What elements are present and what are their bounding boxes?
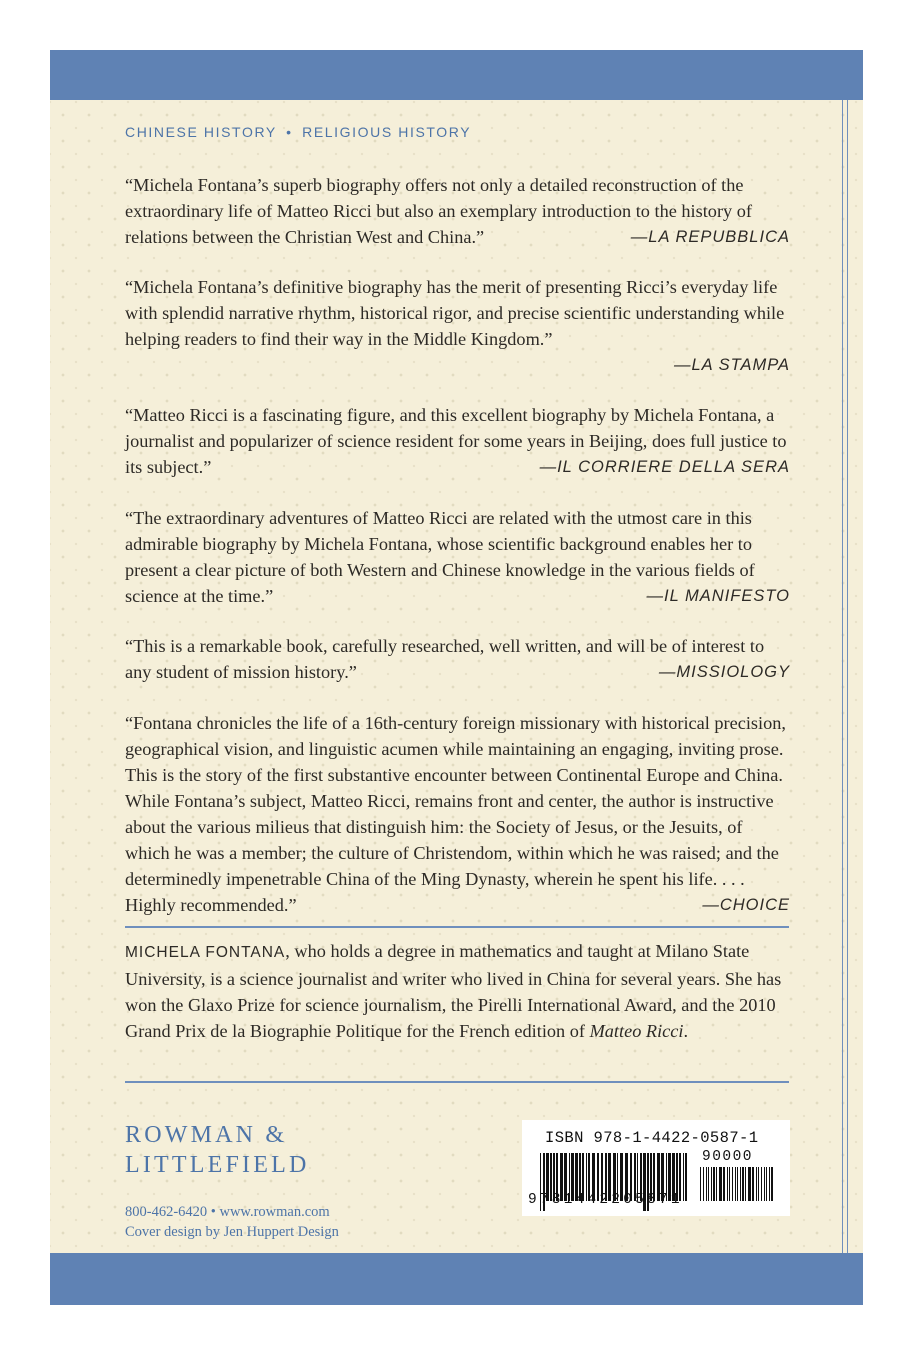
barcode-bar	[723, 1167, 725, 1201]
barcode-bar	[683, 1153, 684, 1201]
category-chinese-history: CHINESE HISTORY	[125, 124, 277, 140]
publisher-logo-line1: ROWMAN &	[125, 1122, 288, 1148]
barcode-bar	[756, 1167, 757, 1201]
quote-source: —IL CORRIERE DELLA SERA	[539, 458, 790, 476]
border-line	[847, 100, 848, 1253]
publisher-logo-line2: LITTLEFIELD	[125, 1152, 310, 1178]
barcode-bar	[719, 1167, 722, 1201]
quote-text: “Michela Fontana’s superb biography offers not only a detailed reconstruction of the extraordinary life of Matteo Ricci but also an exemplary introduction to the history of relations between the Christian West and China.”	[125, 175, 752, 247]
quote-source: —IL MANIFESTO	[646, 587, 790, 605]
author-name: MICHELA FONTANA	[125, 944, 286, 961]
publisher-contact: 800-462-6420 • www.rowman.com	[125, 1204, 330, 1220]
quote-corriere	[125, 402, 790, 480]
barcode-bar	[735, 1167, 736, 1201]
border-line	[842, 100, 843, 1253]
category-label	[125, 124, 471, 140]
quote-text: “This is a remarkable book, carefully researched, well written, and will be of interest to any student of mission history.”	[125, 636, 765, 682]
category-religious-history: RELIGIOUS HISTORY	[302, 124, 472, 140]
isbn-text: ISBN 978-1-4422-0587-1	[545, 1129, 759, 1147]
barcode-bar	[752, 1167, 754, 1201]
quote-missiology	[125, 633, 790, 685]
quote-source: —CHOICE	[702, 896, 790, 914]
barcode-bar	[703, 1167, 704, 1201]
barcode-bar	[745, 1167, 746, 1201]
barcode-bar	[737, 1167, 738, 1201]
quote-text: “Fontana chronicles the life of a 16th-century foreign missionary with historical precision, geographical vision, and linguistic acumen while maintaining an engaging, inviting prose. This is the story of the first substantive encounter between Continental Europe and China. While Fontana’s subject, Matteo Ricci, remains front and center, the author is instructive about the various milieus that distinguish him: the Society of Jesus, or the Jesuits, of which he was a member; the culture of Christendom, within which he was raised; and the determinedly impenetrable China of the Ming Dynasty, wherein he spent his life. . . . Highly recommended.”	[125, 713, 786, 915]
bio-text: , who holds a degree in mathematics and taught at Milano State University, is a science journalist and writer who lived in China for several years. She has won the Glaxo Prize for science journalism, the Pirelli International Award, and the 2010 Grand Prix de la Biographie Politique for the French edition of	[125, 941, 782, 1041]
barcode-bar	[716, 1167, 717, 1201]
barcode-bar	[732, 1167, 733, 1201]
top-band	[50, 50, 863, 100]
barcode-bar	[700, 1167, 701, 1201]
quote-la-stampa	[125, 274, 790, 378]
barcode-bar	[740, 1167, 741, 1201]
ean-digits: 9781442205871	[528, 1192, 683, 1208]
barcode-bar	[766, 1167, 767, 1201]
bottom-band	[50, 1253, 863, 1305]
price-code: 90000	[702, 1149, 754, 1165]
divider-rule	[125, 1081, 789, 1083]
barcode	[522, 1120, 790, 1216]
barcode-bar	[708, 1167, 709, 1201]
book-title: Matteo Ricci	[589, 1021, 684, 1041]
barcode-bar	[742, 1167, 744, 1201]
quote-text: “Michela Fontana’s definitive biography has the merit of presenting Ricci’s everyday life with splendid narrative rhythm, historical rigor, and precise scientific understanding while helping readers to find their way in the Middle Kingdom.”	[125, 277, 785, 349]
quote-source: —MISSIOLOGY	[658, 663, 790, 681]
barcode-bar	[727, 1167, 728, 1201]
divider-rule	[125, 926, 789, 928]
quote-text: “The extraordinary adventures of Matteo Ricci are related with the utmost care in this admirable biography by Michela Fontana, whose scientific background enables her to present a clear picture of both Western and Chinese knowledge in the various fields of science at the time.”	[125, 508, 755, 606]
back-cover	[50, 50, 863, 1305]
quote-text: “Matteo Ricci is a fascinating figure, and this excellent biography by Michela Fontana, a journalist and popularizer of science resident for some years in Beijing, does full justice to its subject.”	[125, 405, 787, 477]
barcode-bar	[771, 1167, 773, 1201]
quote-source: —LA REPUBBLICA	[630, 228, 790, 246]
barcode-bar	[769, 1167, 770, 1201]
barcode-bar	[761, 1167, 762, 1201]
quote-il-manifesto	[125, 505, 790, 609]
bio-end: .	[683, 1021, 689, 1041]
publisher-block	[125, 1120, 339, 1242]
quote-la-repubblica	[125, 172, 790, 250]
quote-source: —LA STAMPA	[673, 356, 790, 374]
barcode-bar	[685, 1153, 687, 1201]
addon-bars	[700, 1167, 774, 1211]
barcode-bar	[713, 1167, 715, 1201]
barcode-bar	[706, 1167, 707, 1201]
quote-choice	[125, 710, 790, 918]
barcode-bar	[711, 1167, 712, 1201]
cover-credit: Cover design by Jen Huppert Design	[125, 1224, 339, 1240]
author-bio	[125, 938, 790, 1044]
category-separator: •	[286, 124, 293, 140]
barcode-bar	[748, 1167, 751, 1201]
barcode-bar	[758, 1167, 759, 1201]
barcode-bar	[729, 1167, 730, 1201]
barcode-bar	[764, 1167, 765, 1201]
